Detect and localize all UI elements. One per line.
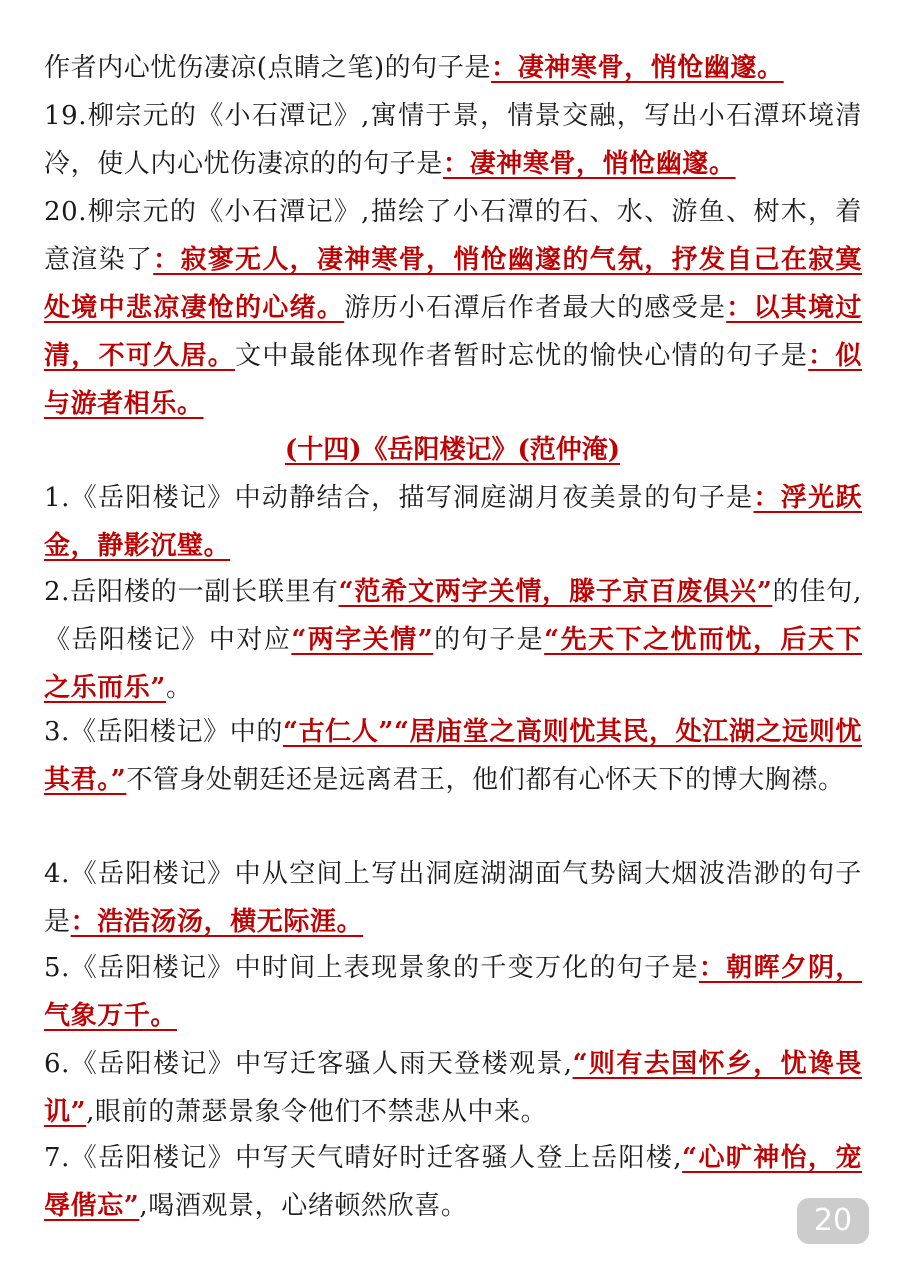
text: 1.《岳阳楼记》中动静结合，描写洞庭湖月夜美景的句子是 xyxy=(44,483,754,513)
text: 5.《岳阳楼记》中时间上表现景象的千变万化的句子是 xyxy=(44,953,699,983)
text: 。 xyxy=(165,673,193,703)
answer: ：以其境过清，不可久居。 xyxy=(44,293,862,371)
question-7 xyxy=(44,1134,862,1230)
text: 文中最能体现作者暂时忘忧的愉快心情的句子是 xyxy=(235,341,809,371)
answer: “先天下之忧而忧，后天下之乐而乐” xyxy=(44,625,863,703)
text: ,眼前的萧瑟景象令他们不禁悲从中来。 xyxy=(86,1097,548,1127)
answer: ：凄神寒骨，悄怆幽邃。 xyxy=(491,53,784,83)
answer: ：寂寥无人，凄神寒骨，悄怆幽邃的气氛，抒发自己在寂寞处境中悲凉凄怆的心绪。 xyxy=(44,245,863,323)
answer: ：似与游者相乐。 xyxy=(44,341,862,419)
text: 游历小石潭后作者最大的感受是 xyxy=(344,293,727,323)
answer: “古仁人”“居庙堂之高则忧其民，处江湖之远则忧其君。” xyxy=(44,717,862,795)
text: 6.《岳阳楼记》中写迁客骚人雨天登楼观景, xyxy=(44,1049,573,1079)
question-2 xyxy=(44,568,862,712)
text: 7.《岳阳楼记》中写天气晴好时迁客骚人登上岳阳楼, xyxy=(44,1143,683,1173)
text: 2.岳阳楼的一副长联里有 xyxy=(44,577,339,607)
question-3 xyxy=(44,708,862,804)
answer: “范希文两字关情，滕子京百废俱兴” xyxy=(338,577,773,607)
text: ,喝酒观景，心绪顿然欣喜。 xyxy=(139,1191,468,1221)
answer: “两字关情” xyxy=(291,625,434,655)
answer: ：朝晖夕阴，气象万千。 xyxy=(44,953,862,1031)
answer: “则有去国怀乡，忧谗畏讥” xyxy=(44,1049,862,1127)
answer: “心旷神怡，宠辱偕忘” xyxy=(44,1143,863,1221)
text: 作者内心忧伤凄凉(点睛之笔)的句子是 xyxy=(44,53,492,83)
text: 3.《岳阳楼记》中的 xyxy=(44,717,283,747)
text: 不管身处朝廷还是远离君王，他们都有心怀天下的博大胸襟。 xyxy=(126,765,845,795)
text: 19.柳宗元的《小石潭记》,寓情于景，情景交融，写出小石潭环境清冷，使人内心忧伤凄凉的的句子是 xyxy=(44,101,862,179)
text: 4.《岳阳楼记》中从空间上写出洞庭湖湖面气势阔大烟波浩渺的句子是 xyxy=(44,859,862,937)
answer: ：浮光跃金，静影沉璧。 xyxy=(44,483,862,561)
question-19 xyxy=(44,92,862,188)
page-number-badge: 20 xyxy=(797,1198,869,1244)
question-1 xyxy=(44,474,862,570)
question-4 xyxy=(44,850,862,946)
section-heading: (十四)《岳阳楼记》(范仲淹) xyxy=(284,435,621,465)
text: 的句子是 xyxy=(433,625,545,655)
question-20 xyxy=(44,188,862,428)
text: 20.柳宗元的《小石潭记》,描绘了小石潭的石、水、游鱼、树木，着意渲染了 xyxy=(44,197,862,275)
text: 的佳句,《岳阳楼记》中对应 xyxy=(44,577,862,655)
question-6 xyxy=(44,1040,862,1136)
paragraph-18-continued xyxy=(44,44,862,92)
answer: ：凄神寒骨，悄怆幽邃。 xyxy=(443,149,736,179)
answer: ：浩浩汤汤，横无际涯。 xyxy=(70,907,364,937)
question-5 xyxy=(44,944,862,1040)
